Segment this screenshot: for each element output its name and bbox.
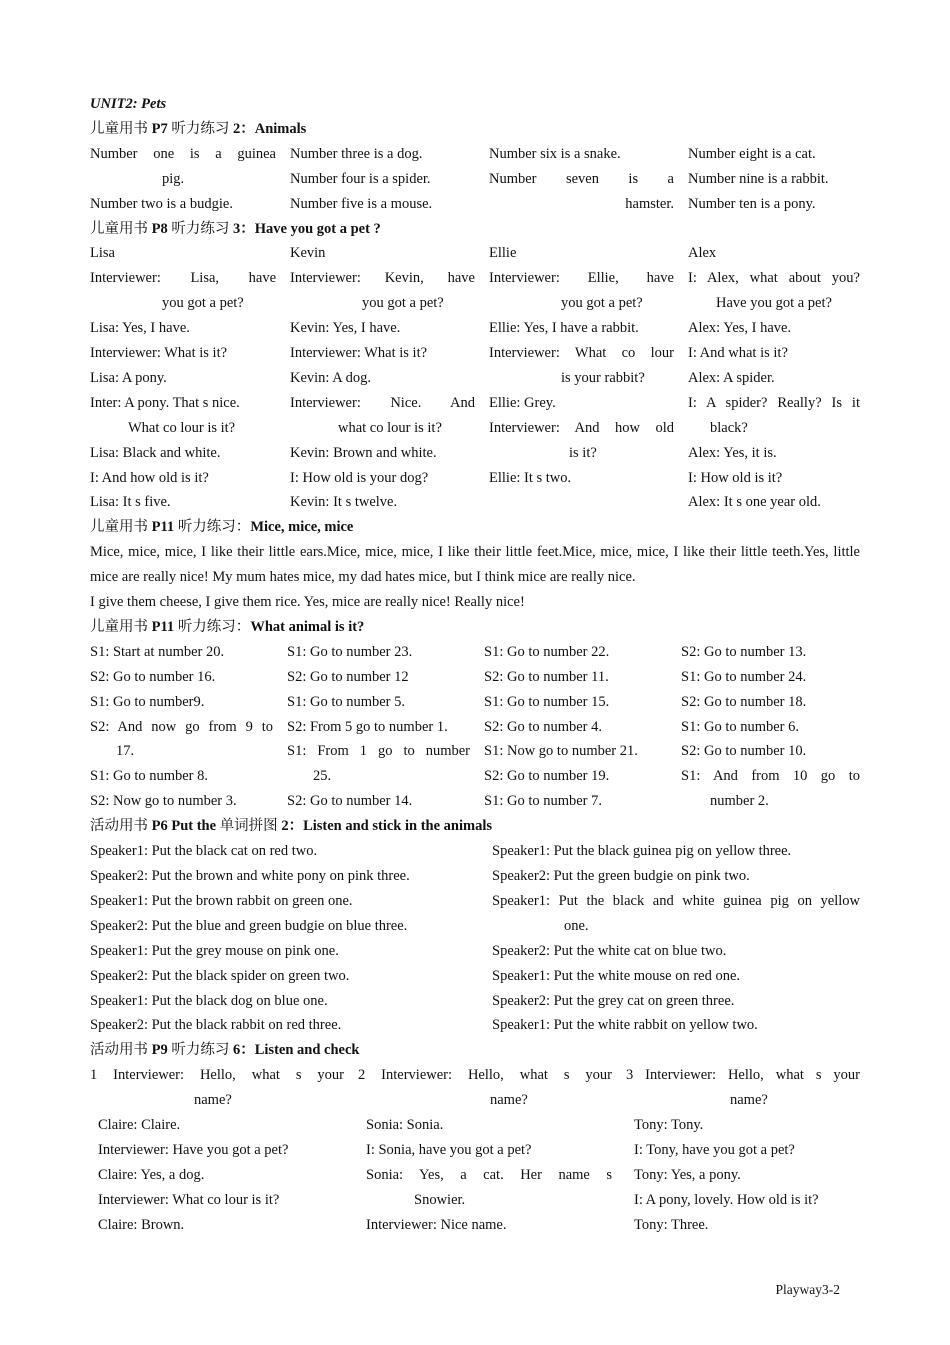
animals-list [90, 142, 860, 217]
check-dialogue-1: 1 Interviewer: Hello, what s your name? Claire: Claire. Interviewer: Have you got a pet? Claire: Yes, a dog. Interviewer: What co lour is it? Claire: Brown. [90, 1067, 344, 1233]
section-heading-mice-mice-mice: 儿童用书 P11 听力练习：Mice, mice, mice [90, 519, 354, 536]
section-heading-listen-and-stick: 活动用书 P6 Put the 单词拼图 2：Listen and stick in the animals [90, 818, 493, 835]
check-dialogue-3: 3 Interviewer: Hello, what s your name? Tony: Tony. I: Tony, have you got a pet? Tony: Yes, a pony. I: A pony, lovely. How old is it? Tony: Three. [626, 1067, 860, 1233]
check-dialogue-2: 2 Interviewer: Hello, what s your name? Sonia: Sonia. I: Sonia, have you got a pet? Sonia: Yes, a cat. Her name s Snowier. Interviewer: Nice name. [358, 1067, 612, 1233]
mice-song-paragraph: Mice, mice, mice, I like their little ears.Mice, mice, mice, I like their little feet.Mice, mice, mice, I like their little teeth.Yes, little mice are really nice! My mum hates mice, my dad hates mice, but I think mice are really nice. [90, 544, 860, 586]
number-game-col-3: S1: Go to number 22. S2: Go to number 11. S1: Go to number 15. S2: Go to number 4. S1: Now go to number 21. S2: Go to number 19. S1: Go to number 7. [484, 643, 638, 810]
animals-col-1: Number one is a guinea pig. Number two is a budgie. [90, 145, 276, 212]
animals-col-2: Number three is a dog. Number four is a spider. Number five is a mouse. [290, 145, 433, 212]
unit-title: UNIT2: Pets [90, 96, 167, 112]
section-heading-listen-and-check: 活动用书 P9 听力练习 6：Listen and check [90, 1042, 360, 1059]
document-page [90, 92, 860, 1238]
page-footer: Playway3-2 [775, 1282, 840, 1297]
dialogue-alex: Alex I: Alex, what about you? Have you got a pet? Alex: Yes, I have. I: And what is it? Alex: A spider. I: A spider? Really? Is it black? Alex: Yes, it is. I: How old is it? Alex: It s one year old. [688, 245, 860, 511]
number-game-col-4: S2: Go to number 13. S1: Go to number 24. S2: Go to number 18. S1: Go to number 6. S2: Go to number 10. S1: And from 10 go to number 2. [681, 643, 860, 810]
number-game-dialogue [90, 640, 860, 814]
dialogue-ellie: Ellie Interviewer: Ellie, have you got a pet? Ellie: Yes, I have a rabbit. Interviewer: What co lour is your rabbit? Ellie: Grey. Interviewer: And how old is it? Ellie: It s two. [489, 245, 674, 486]
stick-animals-instructions [90, 839, 860, 1038]
mice-song-last-line: I give them cheese, I give them rice. Yes, mice are really nice! Really nice! [90, 594, 525, 611]
stick-col-1: Speaker1: Put the black cat on red two. Speaker2: Put the brown and white pony on pink three. Speaker1: Put the brown rabbit on green one. Speaker2: Put the blue and green budgie on blue three. Speaker1: Put the grey mouse on pink one. Speaker2: Put the black spider on green two. Speaker1: Put the black dog on blue one. Speaker2: Put the black rabbit on red three. [90, 843, 410, 1034]
pet-dialogues [90, 241, 860, 515]
animals-col-4: Number eight is a cat. Number nine is a rabbit. Number ten is a pony. [688, 145, 829, 212]
animals-col-3: Number six is a snake. Number seven is a hamster. [489, 145, 674, 212]
number-game-col-1: S1: Start at number 20. S2: Go to number 16. S1: Go to number9. S2: And now go from 9 to 17. S1: Go to number 8. S2: Now go to number 3. [90, 643, 273, 810]
stick-col-2: Speaker1: Put the black guinea pig on yellow three. Speaker2: Put the green budgie on pink two. Speaker1: Put the black and white guinea pig on yellow one. Speaker2: Put the white cat on blue two. Speaker1: Put the white mouse on red one. Speaker2: Put the grey cat on green three. Speaker1: Put the white rabbit on yellow two. [492, 843, 860, 1034]
listen-and-check-dialogues [90, 1063, 860, 1237]
dialogue-kevin: Kevin Interviewer: Kevin, have you got a pet? Kevin: Yes, I have. Interviewer: What is it? Kevin: A dog. Interviewer: Nice. And what co lour is it? Kevin: Brown and white. I: How old is your dog? Kevin: It s twelve. [290, 245, 475, 511]
section-heading-what-animal-is-it: 儿童用书 P11 听力练习：What animal is it? [90, 618, 365, 635]
dialogue-lisa: Lisa Interviewer: Lisa, have you got a pet? Lisa: Yes, I have. Interviewer: What is it? Lisa: A pony. Inter: A pony. That s nice. What co lour is it? Lisa: Black and white. I: And how old is it? Lisa: It s five. [90, 245, 276, 511]
section-heading-animals: 儿童用书 P7 听力练习 2：Animals [90, 120, 307, 137]
number-game-col-2: S1: Go to number 23. S2: Go to number 12 S1: Go to number 5. S2: From 5 go to number 1. S1: From 1 go to number 25. S2: Go to number 14. [287, 643, 470, 810]
section-heading-have-you-got-a-pet: 儿童用书 P8 听力练习 3：Have you got a pet ? [90, 220, 381, 237]
